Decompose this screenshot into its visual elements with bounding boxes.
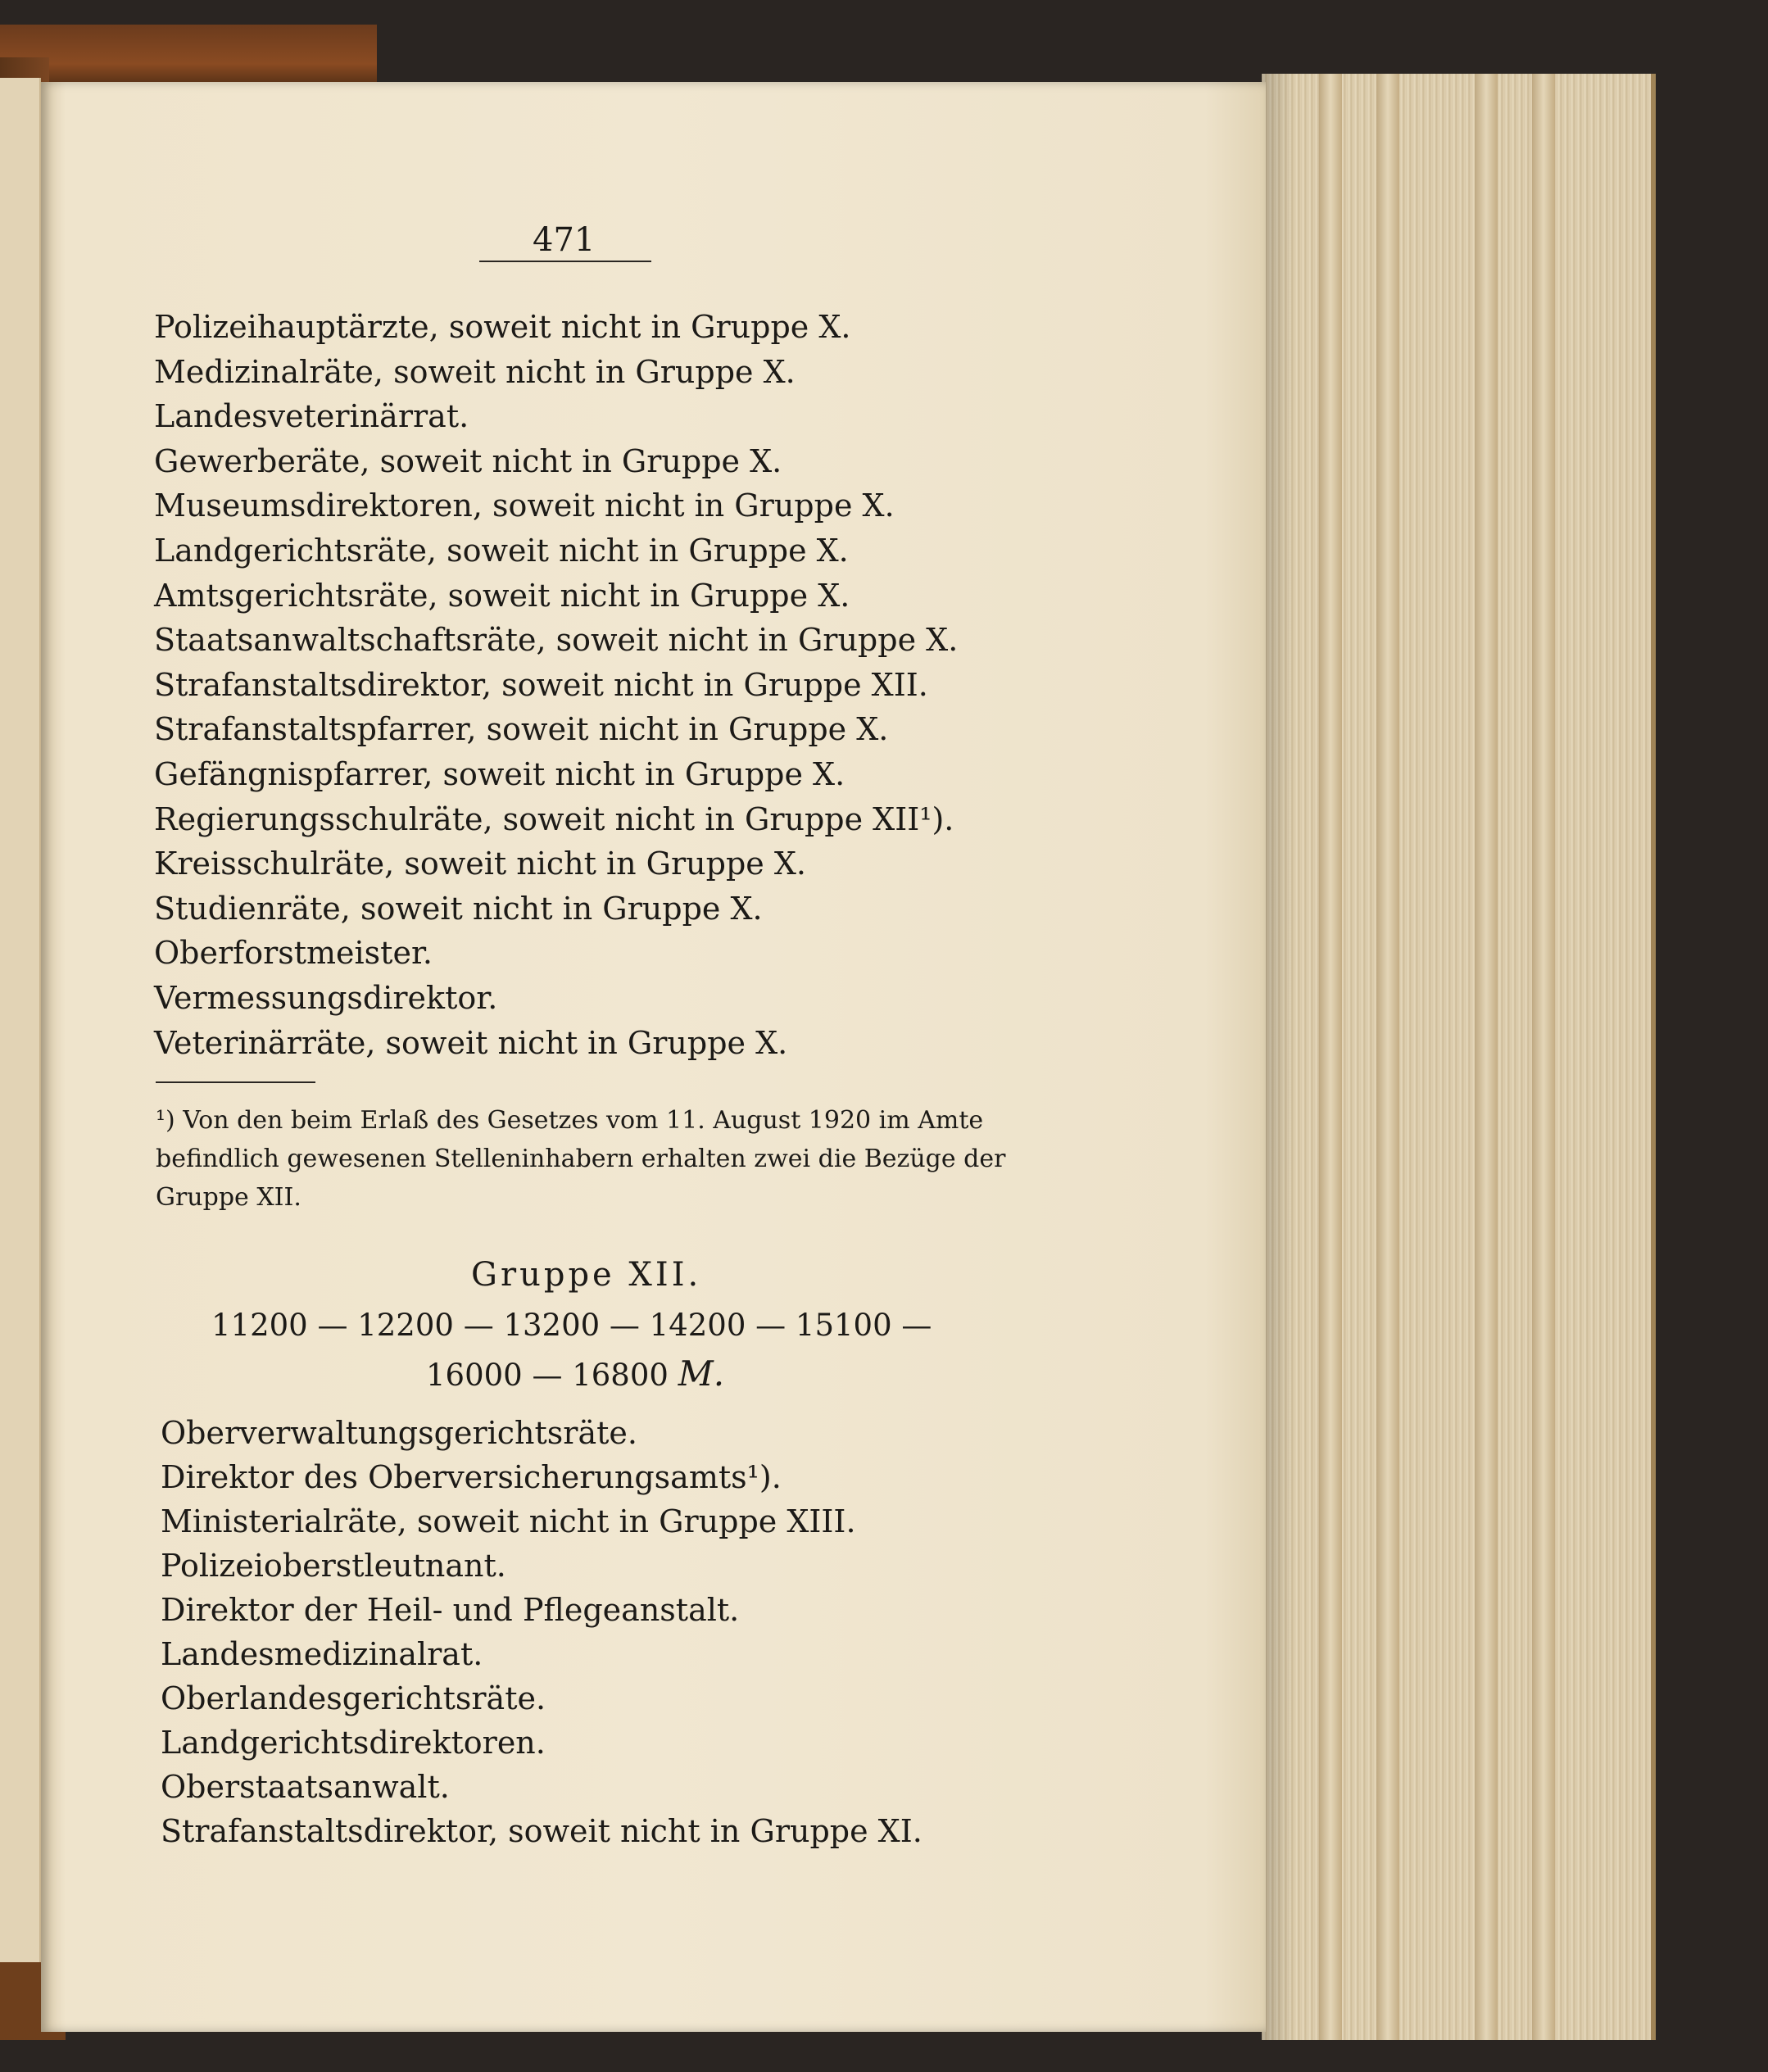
group-heading: Gruppe XII. bbox=[471, 1256, 702, 1294]
list-item: Landgerichtsräte, soweit nicht in Gruppe X. bbox=[154, 532, 849, 569]
salary-scale-values: 16000 — 16800 bbox=[426, 1358, 669, 1393]
list-item: Oberverwaltungsgerichtsräte. bbox=[161, 1415, 637, 1451]
list-item: Medizinalräte, soweit nicht in Gruppe X. bbox=[154, 353, 796, 390]
footnote: ¹) Von den beim Erlaß des Gesetzes vom 11. August 1920 im Amte befindlich gewesenen Stelleninhabern erhalten zwei die Bezüge der Gruppe XII. bbox=[156, 1106, 1006, 1212]
facing-page-edge bbox=[0, 78, 41, 1962]
list-item: Veterinärräte, soweit nicht in Gruppe X. bbox=[154, 1024, 788, 1061]
official-list-upper bbox=[154, 305, 958, 1065]
footnote-rule bbox=[156, 1081, 315, 1083]
header-rule bbox=[479, 261, 651, 262]
list-item: Polizeihauptärzte, soweit nicht in Gruppe X. bbox=[154, 309, 851, 345]
list-item: Oberforstmeister. bbox=[154, 935, 433, 972]
currency-mark: M. bbox=[678, 1353, 725, 1394]
list-item: Landesmedizinalrat. bbox=[161, 1636, 483, 1672]
list-item: Kreisschulräte, soweit nicht in Gruppe X. bbox=[154, 846, 806, 882]
list-item: Staatsanwaltschaftsräte, soweit nicht in Gruppe X. bbox=[154, 622, 959, 659]
list-item: Oberlandesgerichtsräte. bbox=[161, 1680, 546, 1716]
list-item: Strafanstaltspfarrer, soweit nicht in Gruppe X. bbox=[154, 711, 889, 748]
list-item: Strafanstaltsdirektor, soweit nicht in Gruppe XII. bbox=[154, 666, 928, 703]
list-item: Direktor der Heil- und Pflegeanstalt. bbox=[161, 1592, 740, 1628]
list-item: Direktor des Oberversicherungsamts¹). bbox=[161, 1459, 782, 1495]
salary-scale-line-2 bbox=[426, 1353, 724, 1394]
list-item: Gewerberäte, soweit nicht in Gruppe X. bbox=[154, 442, 782, 479]
list-item: Landesveterinärrat. bbox=[154, 398, 469, 435]
list-item: Oberstaatsanwalt. bbox=[161, 1769, 450, 1805]
list-item: Museumsdirektoren, soweit nicht in Gruppe X. bbox=[154, 487, 895, 524]
list-item: Studienräte, soweit nicht in Gruppe X. bbox=[154, 890, 763, 927]
list-item: Gefängnispfarrer, soweit nicht in Gruppe X. bbox=[154, 755, 845, 792]
page-number: 471 bbox=[533, 221, 596, 259]
list-item: Vermessungsdirektor. bbox=[154, 979, 498, 1016]
book-cover-top bbox=[0, 25, 377, 90]
list-item: Amtsgerichtsräte, soweit nicht in Gruppe X. bbox=[154, 577, 850, 614]
list-item: Regierungsschulräte, soweit nicht in Gruppe XII¹). bbox=[154, 800, 954, 837]
page-block-edges bbox=[1262, 74, 1656, 2040]
list-item: Landgerichtsdirektoren. bbox=[161, 1725, 546, 1761]
list-item: Ministerialräte, soweit nicht in Gruppe XIII. bbox=[161, 1503, 856, 1539]
list-item: Strafanstaltsdirektor, soweit nicht in Gruppe XI. bbox=[161, 1813, 923, 1849]
list-item: Polizeioberstleutnant. bbox=[161, 1548, 506, 1584]
official-list-lower bbox=[161, 1411, 923, 1853]
salary-scale-line-1: 11200 — 12200 — 13200 — 14200 — 15100 — bbox=[211, 1308, 932, 1343]
